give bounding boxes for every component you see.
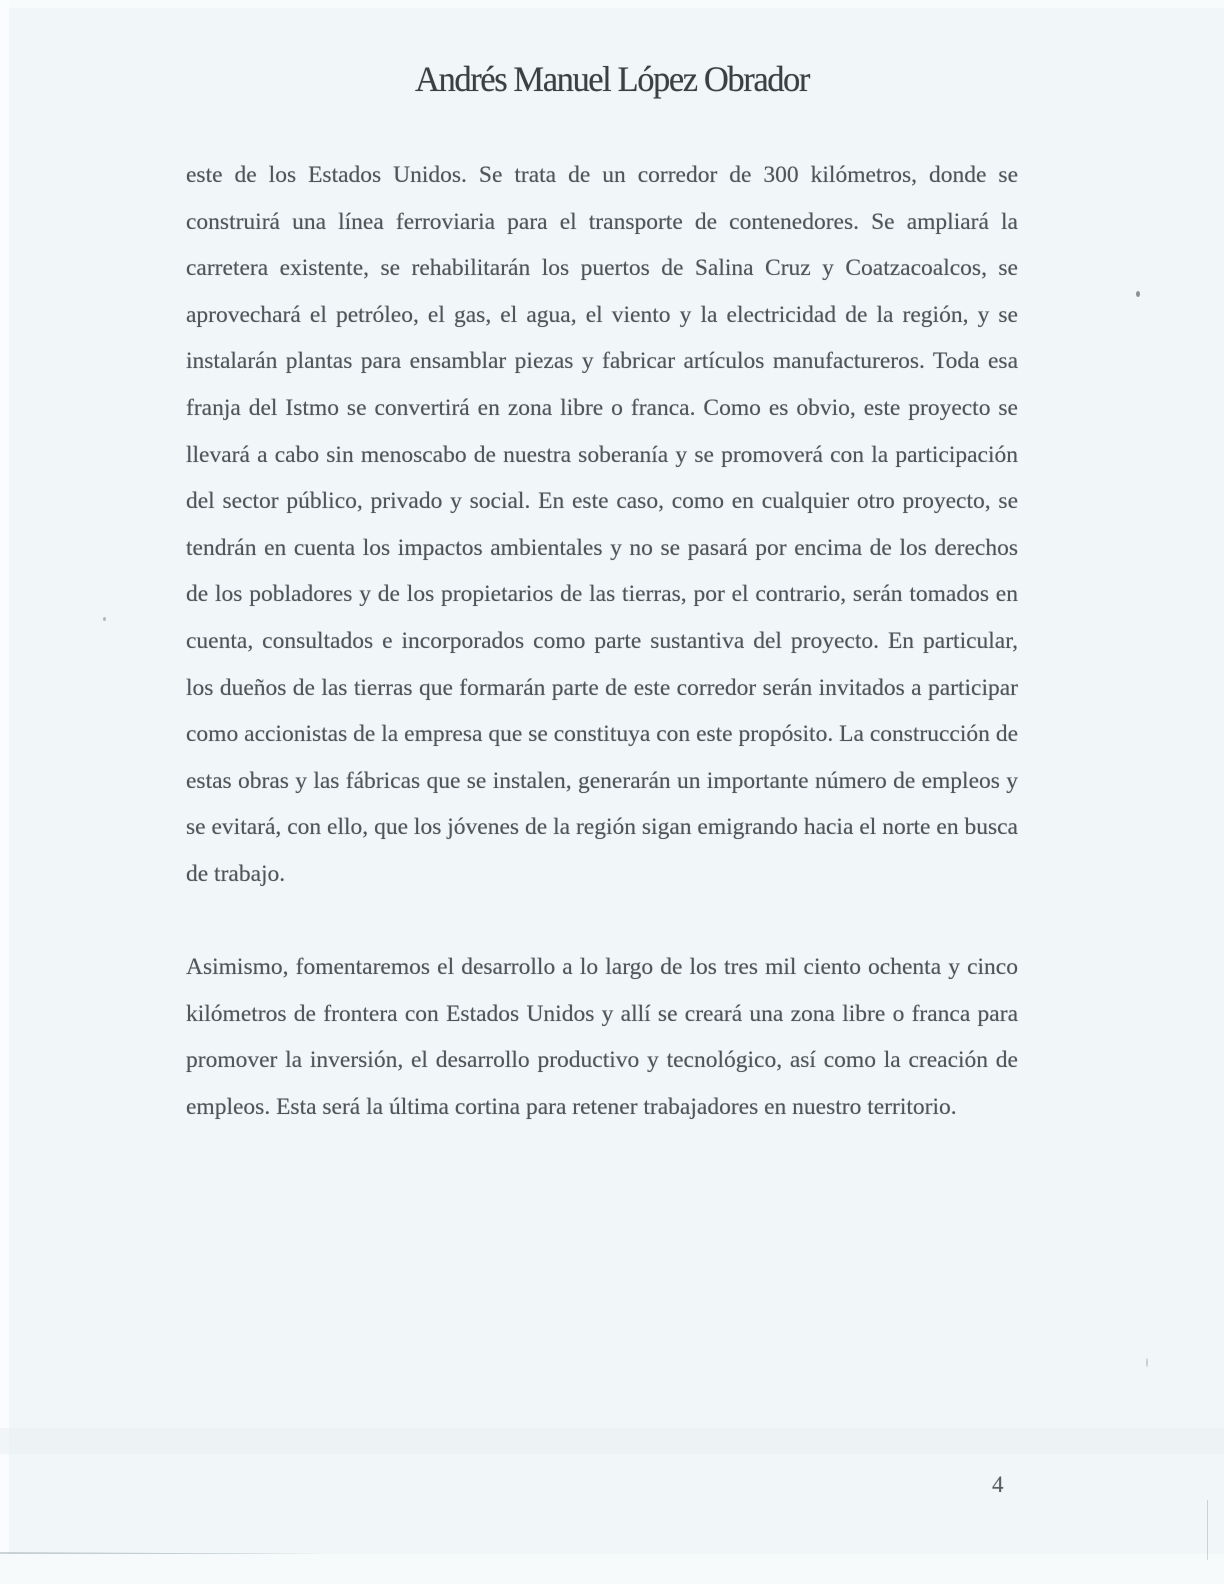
page-number: 4 [992,1472,1004,1497]
scan-edge-top [0,0,1224,8]
page-body-text [186,152,1018,1130]
scan-shadow-band [0,1428,1224,1454]
scan-edge-left [0,0,9,1584]
scan-speck-artifact [1136,291,1140,297]
scan-area-below-page [0,1554,1224,1584]
scan-speck-artifact [103,617,106,621]
paragraph-zona-frontera: Asimismo, fomentaremos el desarrollo a lo largo de los tres mil ciento ochenta y cinco kilómetros de frontera con Estados Unidos y allí se creará una zona libre o franca para promover la inversión, el desarrollo productivo y tecnológico, así como la creación de empleos. Esta será la última cortina para retener trabajadores en nuestro territorio. [186,954,1018,1120]
paragraph-corredor-istmo: este de los Estados Unidos. Se trata de un corredor de 300 kilómetros, donde se construirá una línea ferroviaria para el transporte de contenedores. Se ampliará la carretera existente, se rehabilitarán los puertos de Salina Cruz y Coatzacoalcos, se aprovechará el petróleo, el gas, el agua, el viento y la electricidad de la región, y se instalarán plantas para ensamblar piezas y fabricar artículos manufactureros. Toda esa franja del Istmo se convertirá en zona libre o franca. Como es obvio, este proyecto se llevará a cabo sin menoscabo de nuestra soberanía y se promoverá con la participación del sector público, privado y social. En este caso, como en cualquier otro proyecto, se tendrán en cuenta los impactos ambientales y no se pasará por encima de los derechos de los pobladores y de los propietarios de las tierras, por el contrario, serán tomados en cuenta, consultados e incorporados como parte sustantiva del proyecto. En particular, los dueños de las tierras que formarán parte de este corredor serán invitados a participar como accionistas de la empresa que se constituya con este propósito. La construcción de estas obras y las fábricas que se instalen, generarán un importante número de empleos y se evitará, con ello, que los jóvenes de la región sigan emigrando hacia el norte en busca de trabajo. [186,162,1018,887]
scan-speck-artifact [1146,1358,1148,1367]
page-right-edge-line [1207,1500,1208,1560]
page-header-author: Andrés Manuel López Obrador [415,59,809,99]
